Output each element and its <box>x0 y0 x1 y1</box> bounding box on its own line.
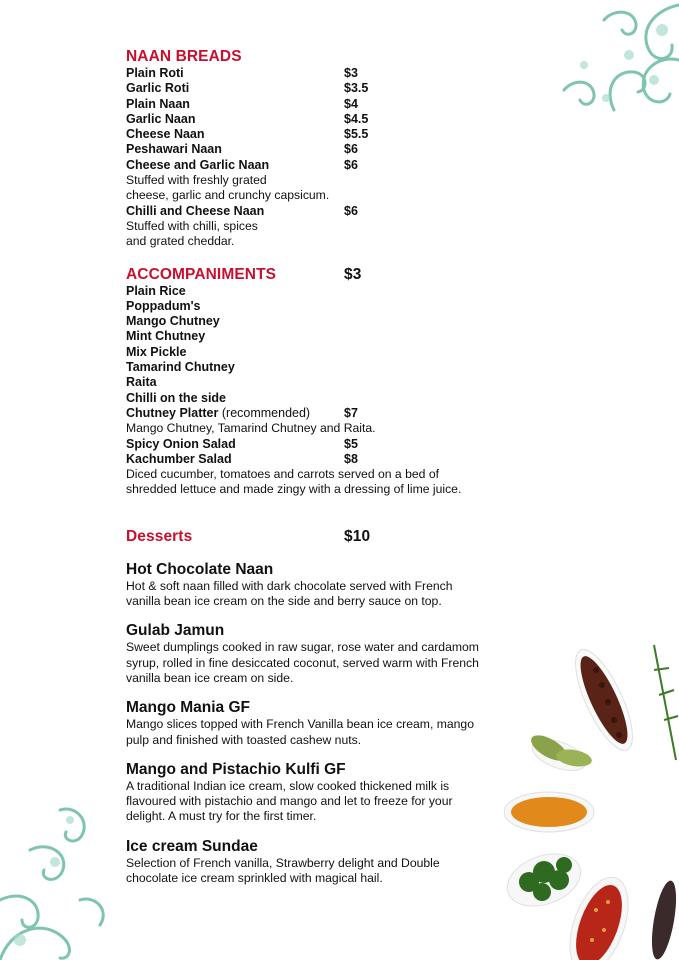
item-price: $3 <box>344 66 358 80</box>
dessert-description: delight. A must try for the first timer. <box>126 809 317 824</box>
item-name: Mint Chutney <box>126 329 206 344</box>
platter-note: (recommended) <box>218 405 311 420</box>
menu-item <box>126 314 526 329</box>
item-name: Peshawari Naan <box>126 142 222 157</box>
dessert-description: chocolate ice cream sprinkled with magical hail. <box>126 870 383 885</box>
dessert-name: Mango Mania GF <box>126 699 250 717</box>
item-description: Diced cucumber, tomatoes and carrots served on a bed of <box>126 467 439 482</box>
spice-spoons-image <box>504 640 679 960</box>
menu-item <box>126 284 526 299</box>
menu-item <box>126 127 526 142</box>
menu-content <box>126 48 526 886</box>
desserts-section-heading <box>126 528 526 546</box>
item-name: Spicy Onion Salad <box>126 436 236 451</box>
item-price: $6 <box>344 203 358 218</box>
item-name: Cheese Naan <box>126 127 205 142</box>
menu-item <box>126 142 526 157</box>
item-name: Plain Rice <box>126 283 186 298</box>
item-name: Mix Pickle <box>126 344 187 359</box>
item-price: $4 <box>344 96 358 111</box>
item-description: shredded lettuce and made zingy with a dressing of lime juice. <box>126 482 462 497</box>
dessert-name: Mango and Pistachio Kulfi GF <box>126 760 346 778</box>
item-name <box>126 406 344 421</box>
item-description: and grated cheddar. <box>126 234 235 249</box>
item-price: $7 <box>344 405 358 420</box>
menu-item <box>126 345 526 360</box>
dessert-description: Mango slices topped with French Vanilla bean ice cream, mango <box>126 717 474 732</box>
dessert-name: Ice cream Sundae <box>126 837 258 855</box>
item-name: Plain Roti <box>126 66 184 80</box>
menu-item <box>126 437 526 452</box>
item-price: $8 <box>344 451 358 466</box>
accompaniments-price: $3 <box>344 265 362 283</box>
dessert-description: vanilla bean ice cream on side. <box>126 670 294 685</box>
menu-item <box>126 391 526 406</box>
dessert-description: Hot & soft naan filled with dark chocolate served with French <box>126 578 453 593</box>
swirl-ornament-bottom-left-icon <box>0 800 120 960</box>
item-name: Kachumber Salad <box>126 451 232 466</box>
dessert-name: Gulab Jamun <box>126 622 225 640</box>
dessert-name: Hot Chocolate Naan <box>126 560 274 578</box>
item-name: Raita <box>126 375 157 390</box>
item-name: Chilli on the side <box>126 390 227 405</box>
item-name: Chilli and Cheese Naan <box>126 203 265 218</box>
item-price: $5 <box>344 436 358 451</box>
dessert-description: Sweet dumplings cooked in raw sugar, rose water and cardamom <box>126 640 479 655</box>
menu-item <box>126 66 526 81</box>
desserts-heading: Desserts <box>126 527 193 545</box>
dessert-item <box>126 760 526 825</box>
dessert-description: vanilla bean ice cream on the side and berry sauce on top. <box>126 594 442 609</box>
dessert-item <box>126 621 526 686</box>
menu-item <box>126 360 526 375</box>
item-name: Tamarind Chutney <box>126 360 235 375</box>
menu-item <box>126 81 526 96</box>
item-name: Plain Naan <box>126 96 190 111</box>
item-name: Garlic Roti <box>126 81 190 96</box>
item-price: $6 <box>344 142 358 157</box>
item-description: Stuffed with freshly grated <box>126 173 267 188</box>
naan-section-heading <box>126 48 526 66</box>
menu-item <box>126 406 526 421</box>
item-price: $5.5 <box>344 127 369 142</box>
item-description: Mango Chutney, Tamarind Chutney and Raita. <box>126 421 376 436</box>
menu-item <box>126 97 526 112</box>
desserts-price: $10 <box>344 527 371 545</box>
item-name: Poppadum's <box>126 298 201 313</box>
dessert-item <box>126 560 526 610</box>
menu-item <box>126 158 526 173</box>
accompaniments-heading: ACCOMPANIMENTS <box>126 265 277 283</box>
menu-item <box>126 452 526 467</box>
platter-name: Chutney Platter <box>126 405 219 420</box>
item-price: $4.5 <box>344 111 369 126</box>
naan-heading: NAAN BREADS <box>126 48 242 65</box>
dessert-description: A traditional Indian ice cream, slow cooked thickened milk is <box>126 778 450 793</box>
menu-item <box>126 329 526 344</box>
menu-item <box>126 204 526 219</box>
item-description: Stuffed with chilli, spices <box>126 218 258 233</box>
menu-item <box>126 299 526 314</box>
menu-item <box>126 112 526 127</box>
menu-item <box>126 375 526 390</box>
dessert-description: Selection of French vanilla, Strawberry delight and Double <box>126 855 440 870</box>
item-name: Mango Chutney <box>126 314 220 329</box>
item-name: Cheese and Garlic Naan <box>126 157 270 172</box>
item-price: $6 <box>344 157 358 172</box>
dessert-description: pulp and finished with toasted cashew nuts. <box>126 732 362 747</box>
dessert-description: syrup, rolled in fine desiccated coconut, served warm with French <box>126 655 479 670</box>
swirl-ornament-top-right-icon <box>544 0 679 120</box>
dessert-item <box>126 698 526 748</box>
item-price: $3.5 <box>344 81 369 96</box>
item-name: Garlic Naan <box>126 111 196 126</box>
dessert-item <box>126 837 526 887</box>
accompaniments-section-heading <box>126 266 526 284</box>
dessert-description: flavoured with pistachio and mango and let to freeze for your <box>126 794 453 809</box>
item-description: cheese, garlic and crunchy capsicum. <box>126 188 330 203</box>
